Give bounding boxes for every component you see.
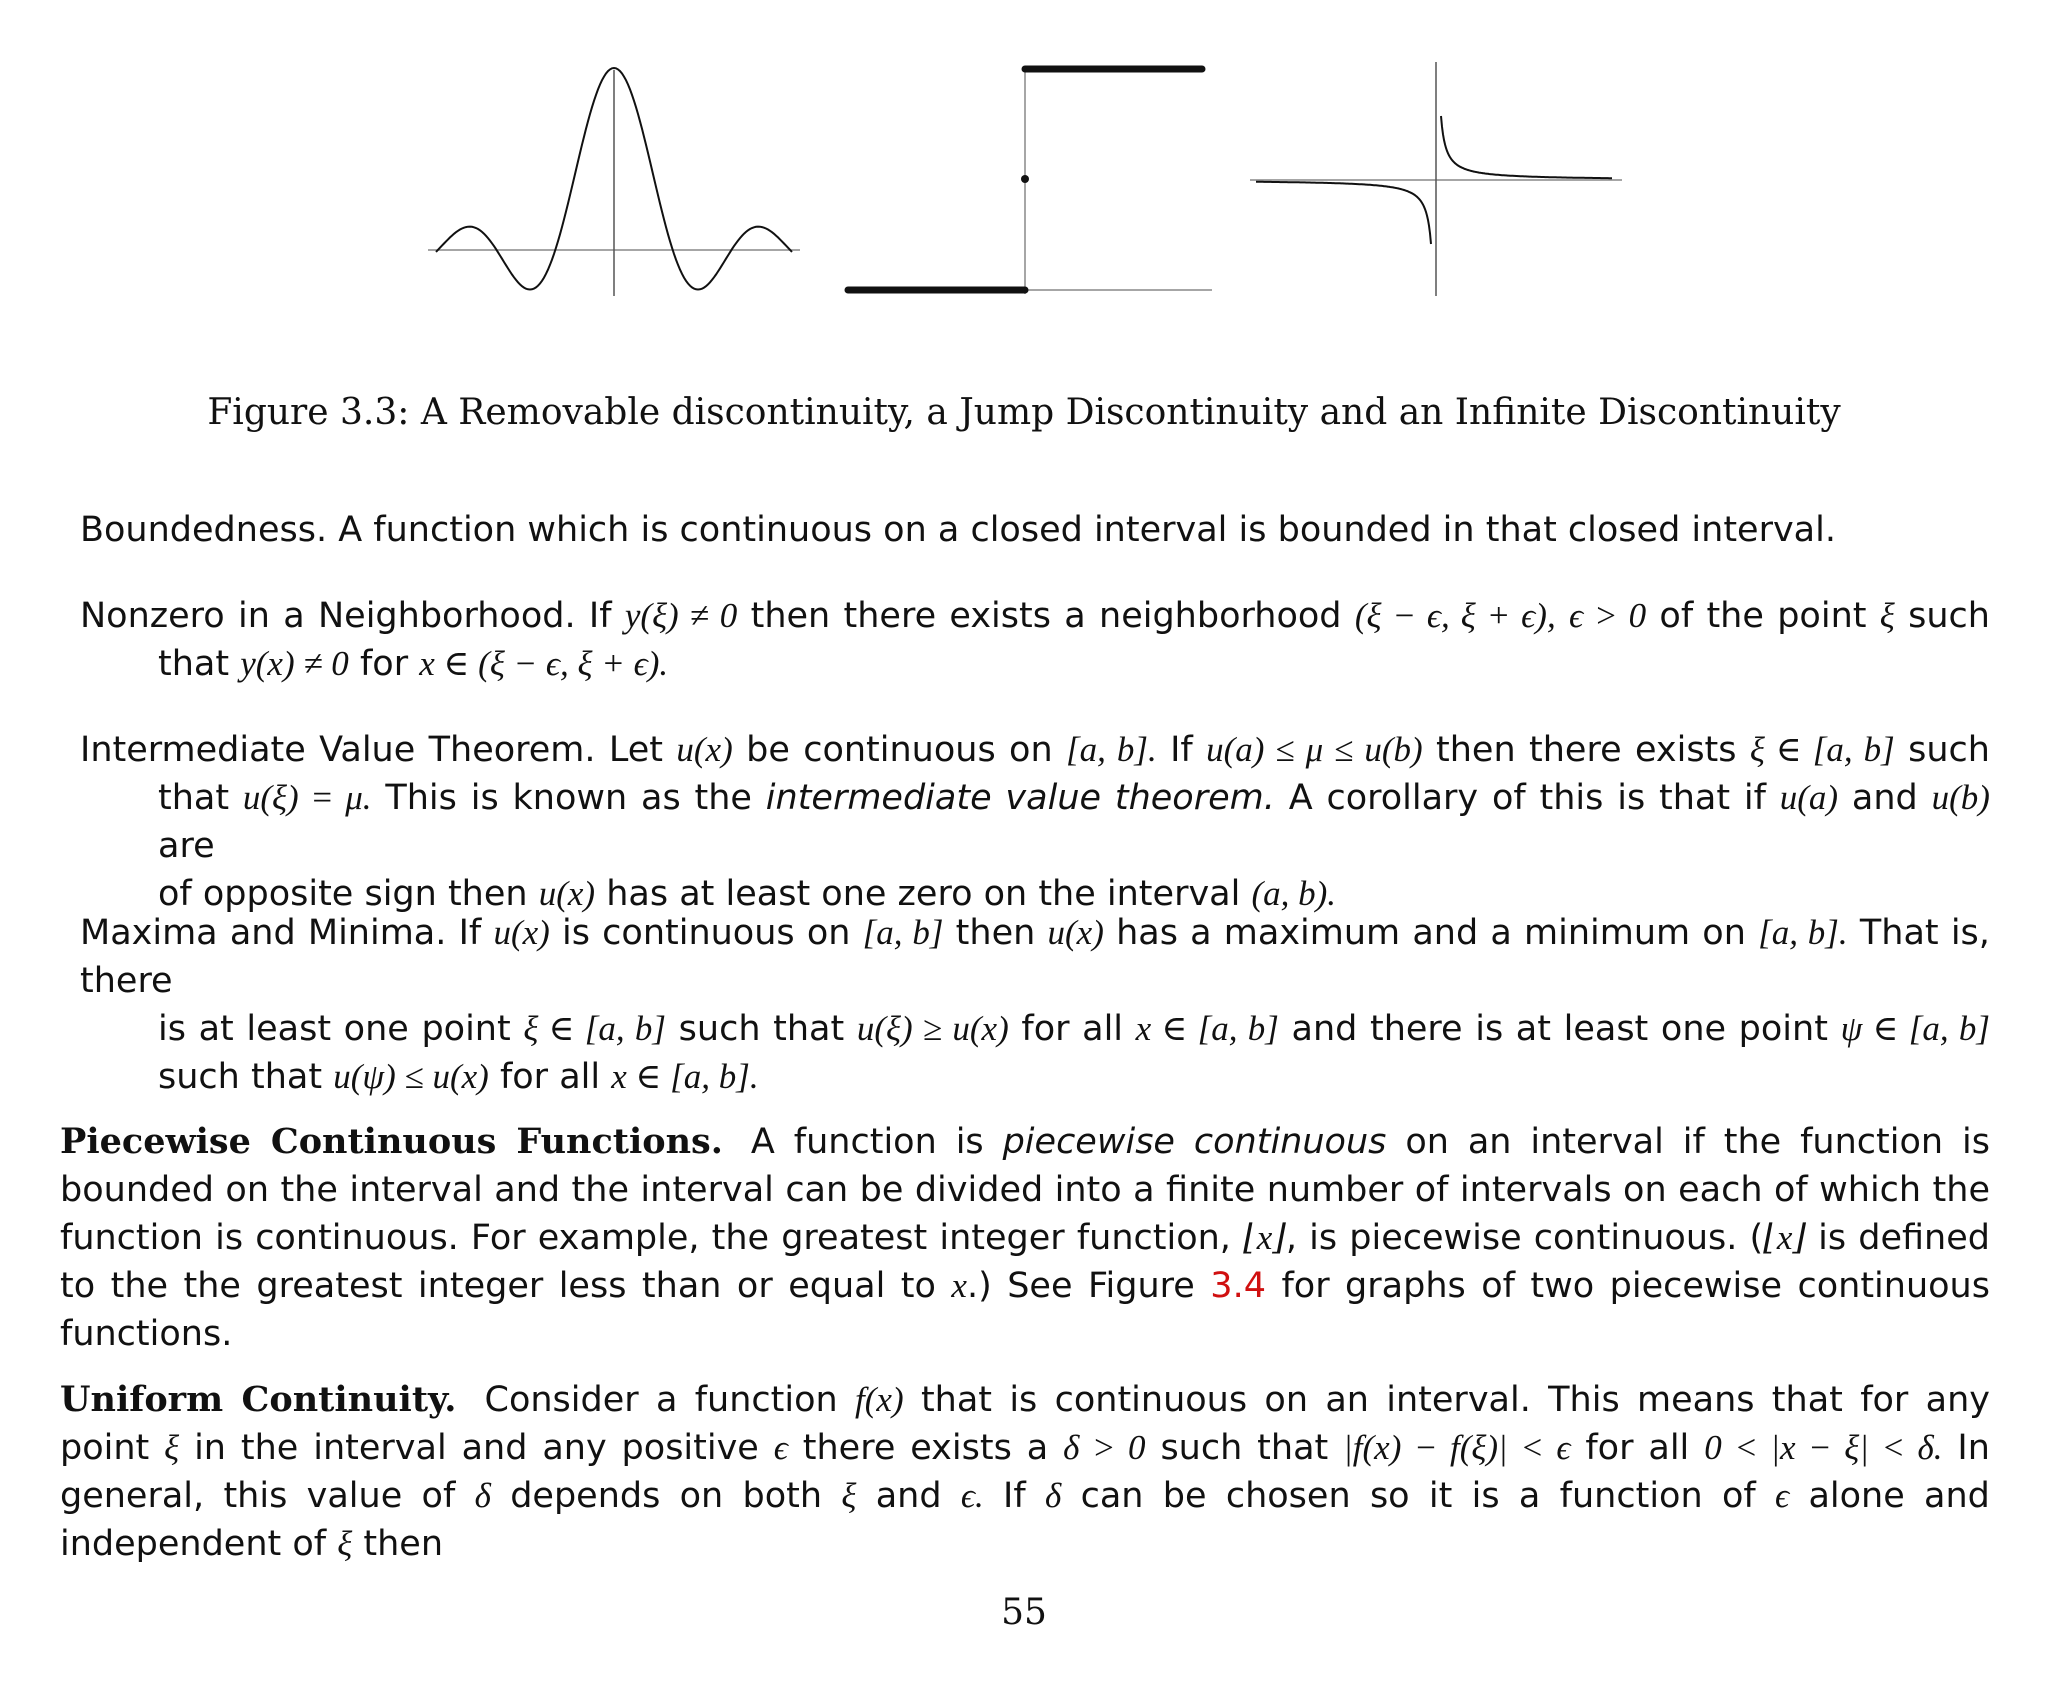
text: that [158, 778, 230, 818]
math-x: x [951, 1266, 967, 1305]
text: alone and independent of [60, 1476, 1990, 1564]
text: for graphs of two piecewise continuous functions. [60, 1266, 1990, 1354]
math: u(ξ) ≥ u(x) [856, 1009, 1009, 1048]
figure-3-3 [0, 0, 2048, 330]
text: , is piecewise continuous. ( [1285, 1218, 1764, 1258]
math: ξ [841, 1476, 857, 1515]
text: for all [499, 1057, 601, 1097]
item-lead: Intermediate Value Theorem. [80, 730, 596, 770]
infinite-discontinuity-plot [1250, 62, 1622, 296]
text: is at least one point [158, 1009, 511, 1049]
math: 0 < |x − ξ| < δ. [1704, 1428, 1943, 1467]
text: that [158, 644, 230, 684]
item-boundedness [80, 506, 1990, 554]
math: ϵ [1775, 1476, 1790, 1515]
math-x-in-neighborhood: x ∈ (ξ − ϵ, ξ + ϵ). [419, 644, 669, 683]
text: Consider a function [484, 1380, 838, 1420]
math: x ∈ [a, b]. [611, 1057, 759, 1096]
text: A corollary of this is that if [1288, 778, 1766, 818]
math: u(ψ) ≤ u(x) [333, 1057, 489, 1096]
text: such that [678, 1009, 845, 1049]
text: is continuous on [562, 913, 851, 953]
math-neighborhood: (ξ − ϵ, ξ + ϵ), [1354, 596, 1556, 635]
figure-caption: Figure 3.3: A Removable discontinuity, a Jump Discontinuity and an Infinite Discontinuity [207, 392, 1841, 433]
text: and [875, 1476, 942, 1516]
math: f(x) [855, 1380, 904, 1419]
math: u(x) [538, 874, 596, 913]
emphasis: piecewise continuous [1002, 1122, 1387, 1162]
math: ϵ [773, 1428, 788, 1467]
math: [a, b]. [1758, 913, 1848, 952]
point-at-jump [1021, 175, 1029, 183]
paragraph-uniform-continuity [60, 1376, 1990, 1568]
text: such that [158, 1057, 323, 1097]
math-epsilon-positive: ϵ > 0 [1569, 596, 1647, 635]
math: u(x) [493, 913, 550, 952]
math-y-xi-neq-0: y(ξ) ≠ 0 [624, 596, 738, 635]
text: Let [608, 730, 664, 770]
text: then [363, 1524, 444, 1564]
text: depends on both [510, 1476, 823, 1516]
math-y-x-neq-0: y(x) ≠ 0 [240, 644, 349, 683]
paragraph-heading: Piecewise Continuous Functions. [60, 1121, 723, 1162]
figure-reference-link[interactable]: 3.4 [1210, 1266, 1266, 1306]
text: such that [1160, 1428, 1329, 1468]
math: u(a) [1779, 778, 1839, 817]
text: are [158, 826, 215, 866]
paragraph-heading: Uniform Continuity. [60, 1379, 457, 1420]
reciprocal-curve-right [1441, 116, 1612, 178]
text: for [359, 644, 409, 684]
text: then there exists [1436, 730, 1737, 770]
math: ξ [164, 1428, 180, 1467]
item-text: A function which is continuous on a closed interval is bounded in that closed interval. [338, 510, 1836, 550]
text: has a maximum and a minimum on [1116, 913, 1746, 953]
math: u(ξ) = μ. [242, 778, 372, 817]
math: u(a) ≤ μ ≤ u(b) [1206, 730, 1423, 769]
text: that is continuous on an interval. This means that for any point [60, 1380, 1990, 1468]
item-nonzero-neighborhood [80, 592, 1990, 688]
removable-discontinuity-plot [428, 68, 800, 296]
math-floor-x: ⌊x⌋ [1243, 1218, 1286, 1257]
text: then [955, 913, 1036, 953]
text: That is, there [80, 913, 1990, 1001]
text: of the point [1659, 596, 1867, 636]
math: [a, b]. [1066, 730, 1157, 769]
item-lead: Nonzero in a Neighborhood. [80, 596, 576, 636]
math: δ [474, 1476, 491, 1515]
text: on an interval if the function is bounded on the interval and the interval can be divided into a finite number of intervals on each of which the function is continuous. For example, the greatest integer function, [60, 1122, 1990, 1258]
math: δ [1045, 1476, 1062, 1515]
text: such [1908, 596, 1990, 636]
text: in the interval and any positive [194, 1428, 759, 1468]
text: A function is [750, 1122, 984, 1162]
item-maxima-minima [80, 909, 1990, 1101]
text: .) See Figure [966, 1266, 1195, 1306]
math: u(b) [1931, 778, 1990, 817]
text: If [588, 596, 612, 636]
page-number: 55 [1001, 1592, 1047, 1633]
text: has at least one zero on the interval [606, 874, 1241, 914]
math: ξ [337, 1524, 353, 1563]
math: ξ ∈ [a, b] [1749, 730, 1895, 769]
text: and there is at least one point [1291, 1009, 1828, 1049]
math: [a, b] [862, 913, 944, 952]
math: x ∈ [a, b] [1135, 1009, 1279, 1048]
text: If [1170, 730, 1193, 770]
math: (a, b). [1251, 874, 1337, 913]
math: u(x) [1047, 913, 1104, 952]
math: u(x) [676, 730, 733, 769]
text: for all [1585, 1428, 1690, 1468]
item-lead: Boundedness. [80, 510, 328, 550]
math: ϵ. [960, 1476, 984, 1515]
text: can be chosen so it is a function of [1080, 1476, 1756, 1516]
item-intermediate-value-theorem [80, 726, 1990, 918]
text: there exists a [802, 1428, 1049, 1468]
text: If [458, 913, 482, 953]
math-floor-x: ⌊x⌋ [1763, 1218, 1807, 1257]
reciprocal-curve-left [1256, 182, 1431, 244]
math: ξ ∈ [a, b] [523, 1009, 667, 1048]
math: δ > 0 [1063, 1428, 1146, 1467]
text: and [1851, 778, 1918, 818]
text: This is known as the [385, 778, 752, 818]
text: for all [1021, 1009, 1124, 1049]
paragraph-piecewise-continuous [60, 1118, 1990, 1358]
text: If [1003, 1476, 1026, 1516]
math: ψ ∈ [a, b] [1840, 1009, 1990, 1048]
jump-discontinuity-plot [845, 66, 1212, 294]
emphasis: intermediate value theorem. [765, 778, 1275, 818]
text: then there exists a neighborhood [750, 596, 1342, 636]
item-lead: Maxima and Minima. [80, 913, 447, 953]
math-xi: ξ [1879, 596, 1895, 635]
math: |f(x) − f(ξ)| < ϵ [1343, 1428, 1571, 1467]
text: of opposite sign then [158, 874, 528, 914]
text: be continuous on [746, 730, 1053, 770]
text: In general, this value of [60, 1428, 1990, 1516]
text: such [1908, 730, 1990, 770]
text: is defined to the the greatest integer less than or equal to [60, 1218, 1990, 1306]
